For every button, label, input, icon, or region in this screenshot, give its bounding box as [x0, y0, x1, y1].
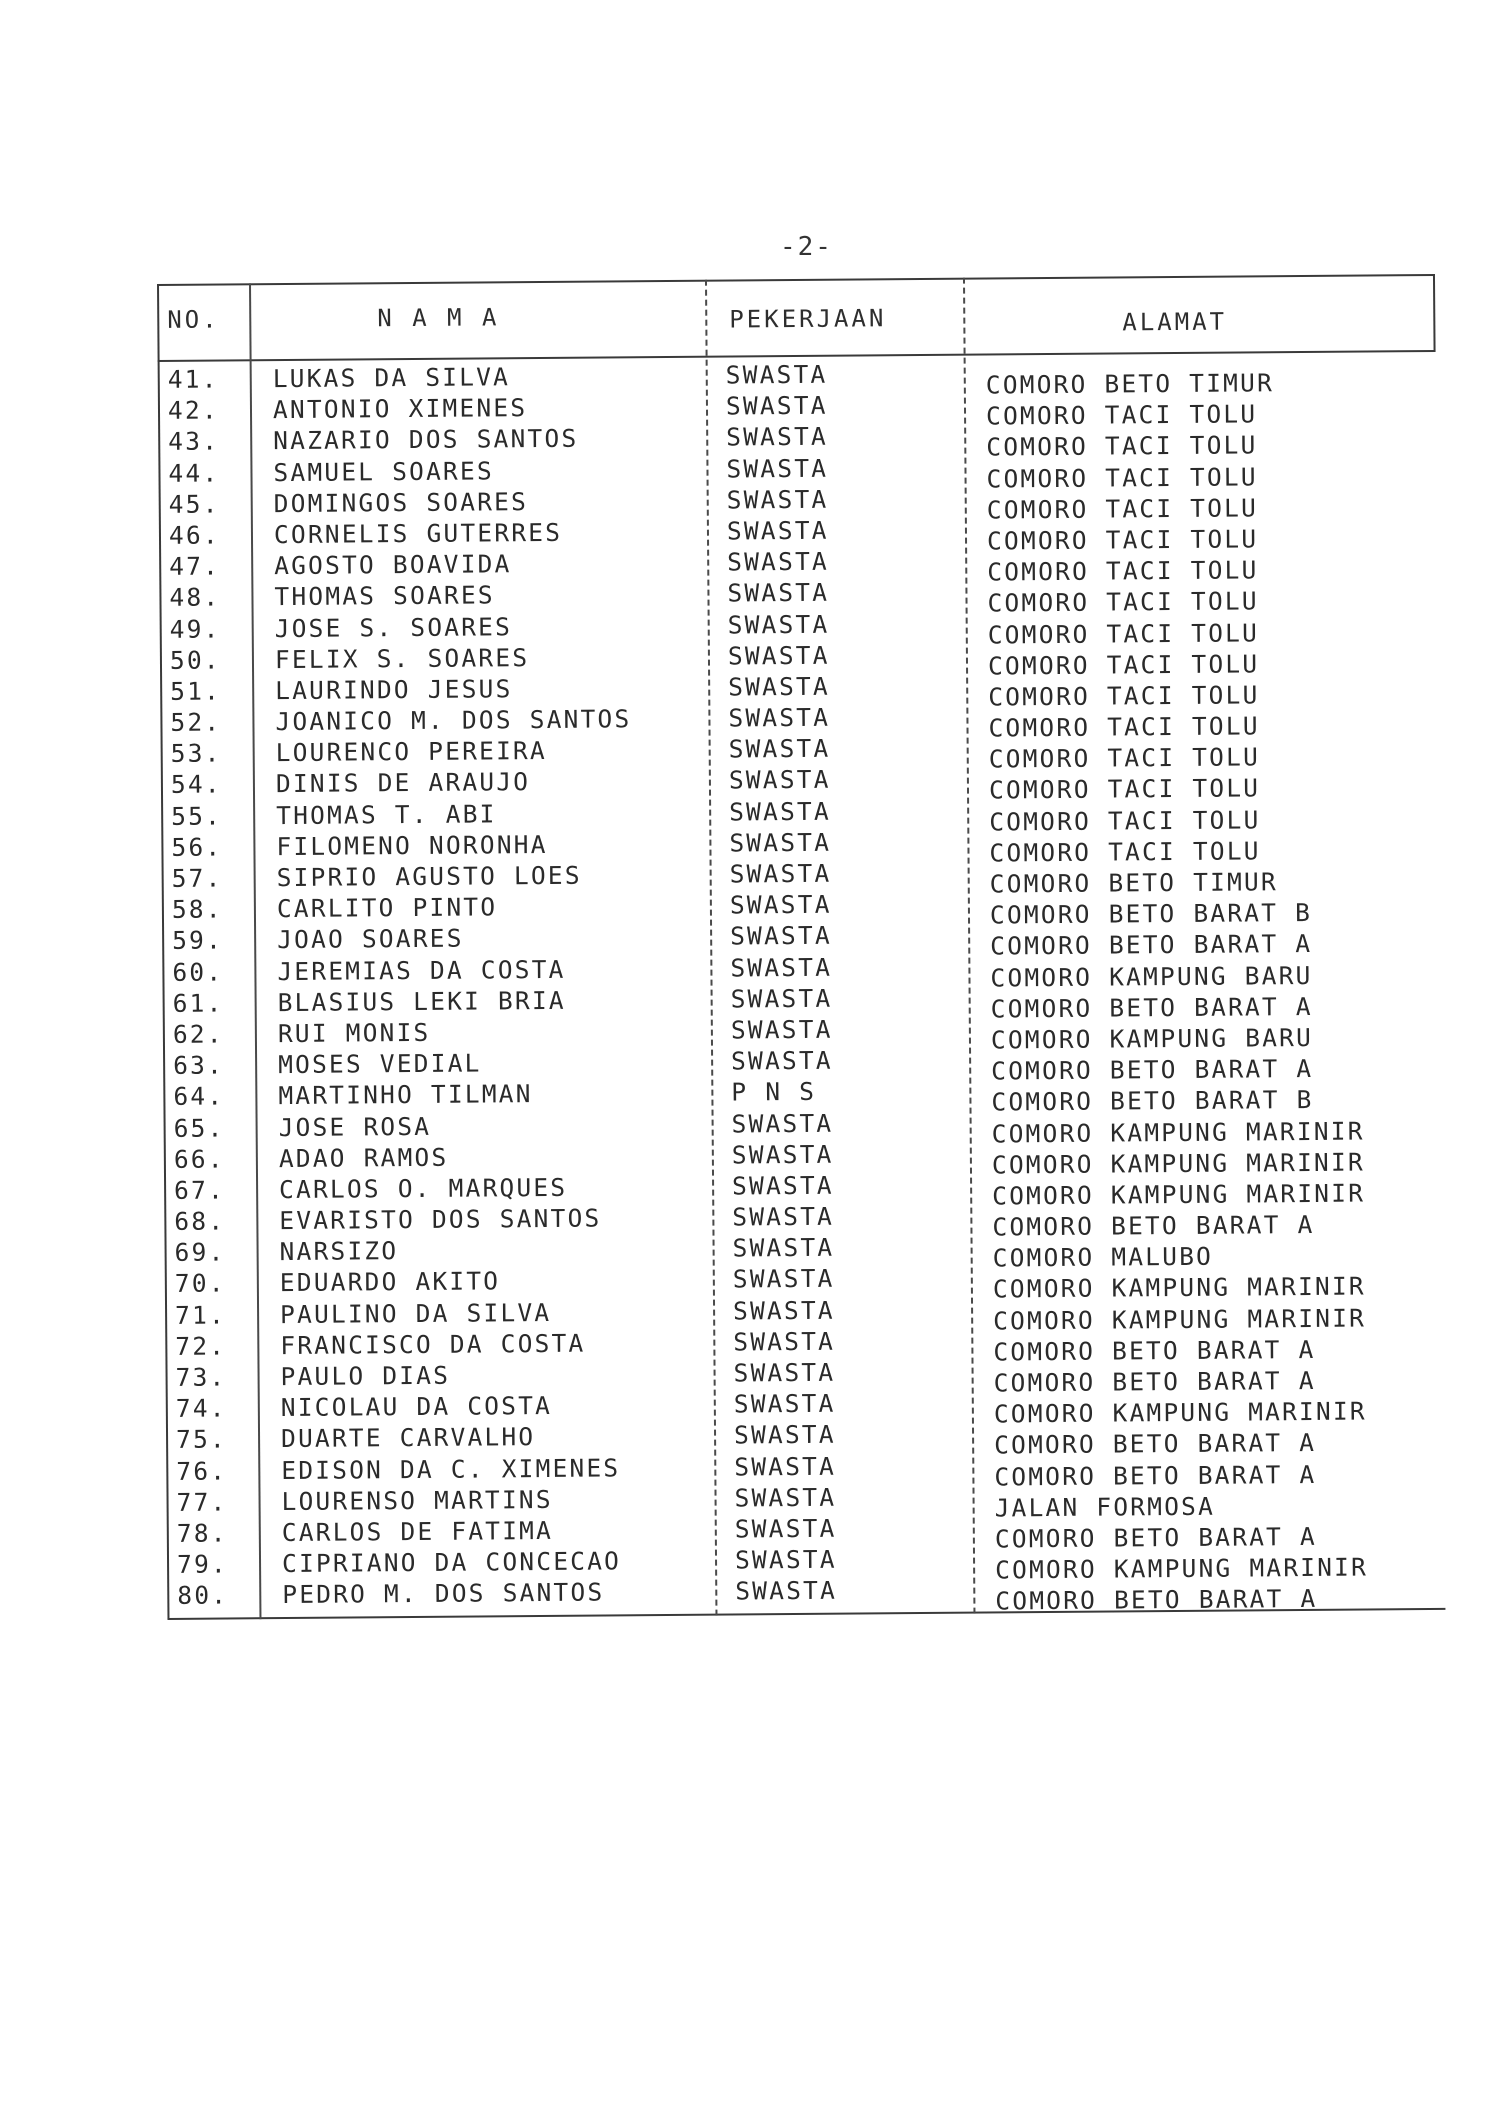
- row-name: NARSIZO: [279, 1236, 399, 1267]
- row-address: COMORO BETO BARAT A: [990, 991, 1313, 1024]
- row-address: COMORO TACI TOLU: [987, 649, 1260, 681]
- row-number: 45.: [168, 489, 220, 519]
- row-occupation: SWASTA: [733, 1388, 836, 1419]
- row-number: 49.: [169, 614, 221, 644]
- row-name: EDUARDO AKITO: [279, 1266, 501, 1298]
- row-name: BLASIUS LEKI BRIA: [277, 985, 566, 1017]
- row-occupation: SWASTA: [727, 609, 830, 640]
- row-address: COMORO KAMPUNG BARU: [990, 960, 1313, 993]
- row-address: COMORO TACI TOLU: [989, 804, 1261, 837]
- row-occupation: SWASTA: [734, 1513, 837, 1544]
- row-name: ANTONIO XIMENES: [272, 393, 528, 425]
- row-occupation: SWASTA: [733, 1420, 836, 1450]
- row-number: 58.: [171, 894, 223, 925]
- row-number: 60.: [172, 957, 224, 987]
- row-occupation: SWASTA: [726, 484, 829, 515]
- row-name: CARLOS O. MARQUES: [279, 1172, 568, 1204]
- row-address: COMORO BETO BARAT A: [991, 1054, 1314, 1086]
- row-name: SIPRIO AGUSTO LOES: [276, 860, 582, 893]
- row-address: COMORO TACI TOLU: [986, 430, 1258, 462]
- row-address: COMORO BETO TIMUR: [989, 867, 1278, 899]
- table-body: [158, 354, 1446, 1616]
- row-occupation: P N S: [731, 1077, 817, 1107]
- row-name: FRANCISCO DA COSTA: [280, 1328, 586, 1360]
- row-address: COMORO BETO BARAT A: [993, 1365, 1316, 1398]
- row-name: LOURENCO PEREIRA: [275, 736, 548, 768]
- header-nama: N A M A: [377, 303, 500, 333]
- row-number: 66.: [173, 1144, 225, 1174]
- row-number: 79.: [176, 1549, 229, 1580]
- row-occupation: SWASTA: [727, 640, 830, 671]
- row-address: COMORO BETO BARAT B: [989, 898, 1313, 930]
- row-occupation: SWASTA: [731, 1139, 834, 1170]
- row-occupation: SWASTA: [731, 1045, 833, 1076]
- row-number: 74.: [175, 1393, 227, 1424]
- row-name: NICOLAU DA COSTA: [280, 1391, 553, 1423]
- row-name: SAMUEL SOARES: [273, 455, 494, 487]
- row-address: COMORO TACI TOLU: [988, 742, 1261, 774]
- row-number: 65.: [173, 1112, 225, 1143]
- row-name: JOAO SOARES: [277, 923, 464, 955]
- row-address: COMORO KAMPUNG MARINIR: [992, 1178, 1366, 1211]
- row-occupation: SWASTA: [732, 1201, 835, 1232]
- row-address: COMORO TACI TOLU: [987, 586, 1259, 618]
- row-address: COMORO KAMPUNG MARINIR: [993, 1396, 1367, 1429]
- row-name: EDISON DA C. XIMENES: [281, 1452, 621, 1485]
- row-occupation: SWASTA: [725, 390, 828, 421]
- row-name: THOMAS SOARES: [274, 580, 495, 612]
- row-name: NAZARIO DOS SANTOS: [273, 424, 579, 456]
- row-address: COMORO KAMPUNG MARINIR: [992, 1271, 1366, 1304]
- header-pekerjaan: PEKERJAAN: [729, 304, 887, 334]
- row-number: 68.: [174, 1206, 226, 1236]
- row-name: JOSE S. SOARES: [274, 611, 513, 643]
- row-occupation: SWASTA: [726, 515, 829, 546]
- row-number: 44.: [168, 458, 220, 488]
- row-number: 50.: [169, 645, 221, 675]
- row-address: COMORO TACI TOLU: [989, 836, 1261, 868]
- row-name: PAULO DIAS: [280, 1360, 451, 1392]
- row-number: 57.: [171, 863, 223, 893]
- row-name: MOSES VEDIAL: [278, 1048, 482, 1080]
- row-address: COMORO KAMPUNG MARINIR: [991, 1116, 1365, 1148]
- row-name: CORNELIS GUTERRES: [273, 517, 563, 550]
- header-alamat: ALAMAT: [1122, 307, 1228, 337]
- row-occupation: SWASTA: [734, 1451, 837, 1482]
- row-name: CIPRIANO DA CONCECAO: [281, 1546, 622, 1579]
- row-occupation: SWASTA: [727, 578, 830, 608]
- row-occupation: SWASTA: [732, 1295, 835, 1326]
- row-address: COMORO KAMPUNG MARINIR: [995, 1552, 1369, 1585]
- row-occupation: SWASTA: [730, 921, 832, 951]
- row-name: ADAO RAMOS: [278, 1142, 449, 1173]
- row-address: COMORO BETO BARAT A: [994, 1459, 1317, 1492]
- row-name: FILOMENO NORONHA: [276, 829, 548, 861]
- row-number: 72.: [175, 1331, 227, 1361]
- row-number: 43.: [168, 426, 220, 457]
- row-address: COMORO KAMPUNG MARINIR: [991, 1147, 1365, 1180]
- row-address: COMORO BETO BARAT A: [994, 1428, 1317, 1460]
- row-name: RUI MONIS: [277, 1017, 431, 1049]
- row-occupation: SWASTA: [728, 702, 831, 733]
- row-number: 41.: [167, 364, 219, 394]
- row-address: COMORO TACI TOLU: [988, 773, 1261, 805]
- row-occupation: SWASTA: [728, 671, 830, 702]
- row-number: 67.: [174, 1175, 226, 1205]
- row-name: LUKAS DA SILVA: [272, 362, 511, 394]
- row-name: LAURINDO JESUS: [275, 674, 513, 705]
- row-address: COMORO TACI TOLU: [987, 617, 1260, 649]
- resident-table: [157, 274, 1445, 1620]
- row-address: COMORO BETO BARAT A: [994, 1521, 1318, 1554]
- row-occupation: SWASTA: [734, 1544, 837, 1575]
- row-name: DINIS DE ARAUJO: [275, 767, 531, 799]
- row-address: COMORO TACI TOLU: [987, 555, 1259, 587]
- row-number: 69.: [174, 1237, 226, 1268]
- row-number: 52.: [170, 707, 222, 737]
- row-occupation: SWASTA: [726, 453, 829, 484]
- page-number: -2-: [780, 232, 833, 262]
- row-name: PAULINO DA SILVA: [279, 1297, 552, 1329]
- header-no: NO.: [167, 305, 220, 334]
- header-right-border: [1433, 274, 1436, 350]
- row-occupation: SWASTA: [726, 422, 829, 452]
- row-number: 64.: [173, 1081, 225, 1112]
- row-number: 78.: [176, 1518, 228, 1548]
- row-number: 56.: [171, 832, 223, 862]
- row-number: 75.: [175, 1424, 228, 1455]
- row-occupation: SWASTA: [728, 765, 831, 795]
- row-occupation: SWASTA: [731, 1108, 834, 1139]
- row-name: DOMINGOS SOARES: [273, 486, 529, 518]
- row-address: COMORO MALUBO: [992, 1241, 1214, 1273]
- row-name: JOSE ROSA: [278, 1111, 432, 1142]
- row-occupation: SWASTA: [733, 1326, 836, 1357]
- row-number: 77.: [176, 1487, 228, 1517]
- row-name: CARLOS DE FATIMA: [281, 1515, 554, 1547]
- row-occupation: SWASTA: [729, 858, 832, 889]
- row-address: COMORO TACI TOLU: [988, 680, 1260, 712]
- row-name: CARLITO PINTO: [276, 892, 498, 924]
- row-number: 54.: [170, 769, 222, 800]
- row-number: 61.: [172, 988, 224, 1018]
- row-occupation: SWASTA: [728, 733, 831, 764]
- row-number: 62.: [172, 1019, 224, 1049]
- row-name: FELIX S. SOARES: [274, 642, 530, 674]
- row-address: COMORO BETO BARAT A: [993, 1334, 1316, 1367]
- row-number: 76.: [176, 1456, 228, 1486]
- row-occupation: SWASTA: [733, 1357, 836, 1388]
- row-number: 80.: [177, 1580, 229, 1611]
- row-number: 70.: [174, 1268, 226, 1299]
- row-number: 59.: [172, 925, 224, 956]
- row-number: 46.: [168, 520, 220, 550]
- row-number: 47.: [169, 551, 221, 582]
- row-address: COMORO TACI TOLU: [986, 524, 1259, 556]
- row-occupation: SWASTA: [732, 1232, 835, 1263]
- row-address: COMORO KAMPUNG MARINIR: [993, 1303, 1367, 1336]
- row-address: COMORO TACI TOLU: [985, 399, 1258, 431]
- row-number: 48.: [169, 582, 221, 613]
- row-occupation: SWASTA: [730, 983, 833, 1014]
- row-address: JALAN FORMOSA: [994, 1491, 1216, 1523]
- row-occupation: SWASTA: [725, 359, 828, 390]
- row-name: LOURENSO MARTINS: [281, 1484, 553, 1516]
- row-address: COMORO BETO BARAT B: [991, 1085, 1314, 1117]
- row-name: DUARTE CARVALHO: [280, 1422, 536, 1454]
- row-number: 53.: [170, 738, 222, 769]
- row-address: COMORO TACI TOLU: [986, 493, 1259, 525]
- row-name: AGOSTO BOAVIDA: [274, 549, 512, 581]
- row-number: 73.: [175, 1362, 227, 1392]
- row-number: 51.: [170, 676, 222, 706]
- row-occupation: SWASTA: [731, 1170, 834, 1201]
- row-occupation: SWASTA: [727, 546, 830, 577]
- row-address: COMORO KAMPUNG BARU: [990, 1022, 1314, 1055]
- row-occupation: SWASTA: [735, 1576, 838, 1606]
- row-occupation: SWASTA: [734, 1482, 837, 1513]
- row-name: PEDRO M. DOS SANTOS: [282, 1577, 605, 1610]
- row-number: 42.: [167, 395, 219, 426]
- row-number: 71.: [174, 1300, 227, 1330]
- row-number: 55.: [171, 801, 223, 831]
- row-occupation: SWASTA: [730, 952, 833, 983]
- row-address: COMORO BETO BARAT A: [992, 1210, 1315, 1242]
- row-name: JOANICO M. DOS SANTOS: [275, 704, 632, 737]
- row-name: JEREMIAS DA COSTA: [277, 954, 566, 986]
- row-occupation: SWASTA: [732, 1264, 835, 1294]
- row-occupation: SWASTA: [729, 796, 831, 827]
- row-address: COMORO TACI TOLU: [988, 711, 1260, 743]
- row-address: COMORO BETO TIMUR: [985, 368, 1275, 400]
- row-address: COMORO TACI TOLU: [986, 461, 1258, 494]
- row-occupation: SWASTA: [730, 1014, 833, 1045]
- row-occupation: SWASTA: [729, 889, 832, 920]
- row-name: EVARISTO DOS SANTOS: [279, 1203, 602, 1236]
- row-occupation: SWASTA: [729, 827, 832, 858]
- row-address: COMORO BETO BARAT A: [990, 929, 1313, 961]
- row-number: 63.: [173, 1050, 225, 1081]
- row-name: THOMAS T. ABI: [276, 798, 497, 830]
- row-address: COMORO BETO BARAT A: [995, 1584, 1318, 1616]
- row-name: MARTINHO TILMAN: [278, 1079, 533, 1111]
